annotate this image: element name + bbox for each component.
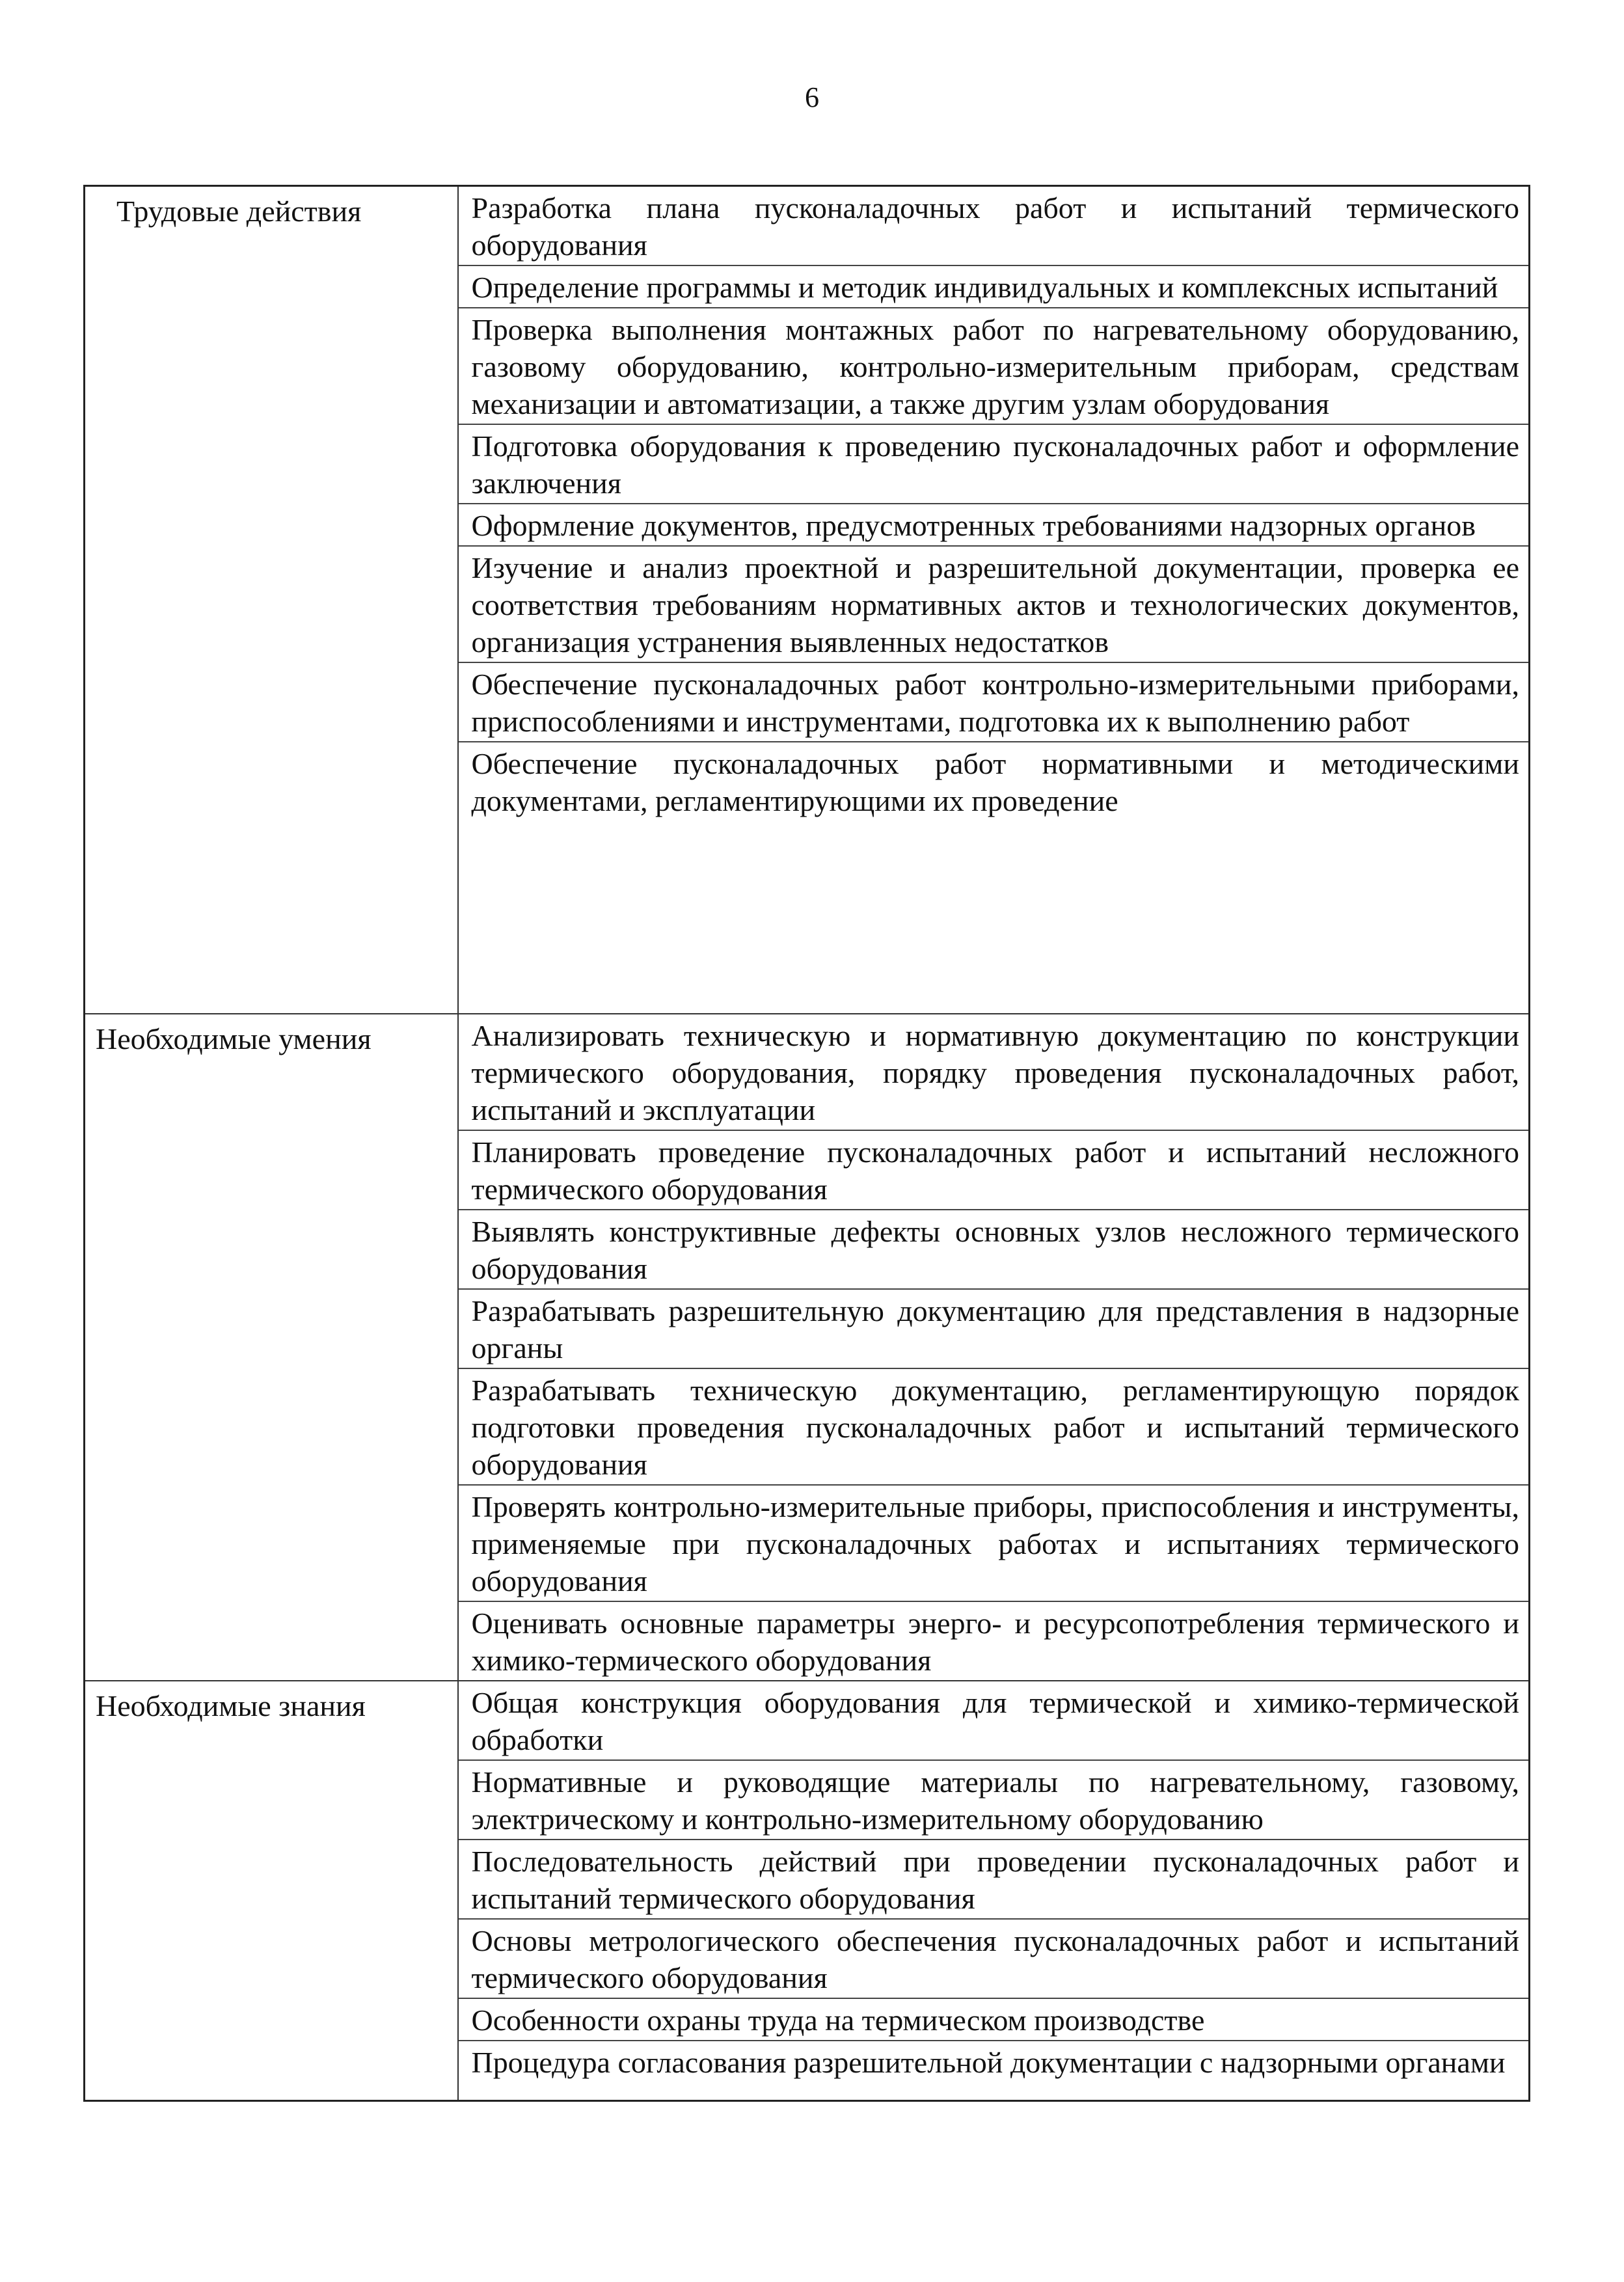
- list-item: Планировать проведение пусконаладочных работ и испытаний несложного термического оборудования: [459, 1131, 1529, 1210]
- list-item: Нормативные и руководящие материалы по нагревательному, газовому, электрическому и контрольно-измерительному оборудованию: [459, 1761, 1529, 1840]
- section-row-required-knowledge: [85, 1681, 1530, 2101]
- section-label-required-skills: Необходимые умения: [85, 1014, 458, 1681]
- list-item: Общая конструкция оборудования для термической и химико-термической обработки: [459, 1681, 1529, 1761]
- section-label-required-knowledge: Необходимые знания: [85, 1681, 458, 2101]
- list-item: Разрабатывать разрешительную документацию для представления в надзорные органы: [459, 1290, 1529, 1369]
- list-item: Подготовка оборудования к проведению пусконаладочных работ и оформление заключения: [459, 425, 1529, 504]
- list-item: Последовательность действий при проведении пусконаладочных работ и испытаний термического оборудования: [459, 1840, 1529, 1920]
- list-item: Обеспечение пусконаладочных работ нормативными и методическими документами, регламентирующими их проведение: [471, 747, 1519, 817]
- list-item: Определение программы и методик индивидуальных и комплексных испытаний: [459, 266, 1529, 308]
- section-label-labor-actions: Трудовые действия: [85, 186, 458, 1014]
- list-item: Процедура согласования разрешительной документации с надзорными органами: [471, 2045, 1506, 2079]
- list-item: Особенности охраны труда на термическом производстве: [459, 1999, 1529, 2041]
- required-knowledge-list: [459, 1681, 1529, 2082]
- list-item: Основы метрологического обеспечения пусконаладочных работ и испытаний термического оборудования: [459, 1920, 1529, 1999]
- list-item: Разработка плана пусконаладочных работ и испытаний термического оборудования: [459, 187, 1529, 266]
- section-row-required-skills: [85, 1014, 1530, 1681]
- list-item: Выявлять конструктивные дефекты основных узлов несложного термического оборудования: [459, 1210, 1529, 1290]
- list-item: Анализировать техническую и нормативную документацию по конструкции термического оборудования, порядку проведения пусконаладочных работ, испытаний и эксплуатации: [459, 1014, 1529, 1131]
- required-skills-list: [459, 1014, 1529, 1680]
- labor-actions-list: [459, 187, 1529, 821]
- competency-table: [83, 185, 1530, 2102]
- page-number: 6: [805, 81, 819, 113]
- list-item: Обеспечение пусконаладочных работ контрольно-измерительными приборами, приспособлениями и инструментами, подготовка их к выполнению работ: [459, 663, 1529, 742]
- section-row-labor-actions: [85, 186, 1530, 1014]
- list-item: Разрабатывать техническую документацию, регламентирующую порядок подготовки проведения пусконаладочных работ и испытаний термического оборудования: [459, 1369, 1529, 1486]
- list-item: Оформление документов, предусмотренных требованиями надзорных органов: [459, 504, 1529, 547]
- list-item: Проверка выполнения монтажных работ по нагревательному оборудованию, газовому оборудованию, контрольно-измерительным приборам, средствам механизации и автоматизации, а также другим узлам оборудования: [459, 308, 1529, 425]
- list-item: Проверять контрольно-измерительные приборы, приспособления и инструменты, применяемые при пусконаладочных работах и испытаниях термического оборудования: [459, 1486, 1529, 1602]
- list-item: Изучение и анализ проектной и разрешительной документации, проверка ее соответствия требованиям нормативных актов и технологических документов, организация устранения выявленных недостатков: [459, 547, 1529, 663]
- list-item: Оценивать основные параметры энерго- и ресурсопотребления термического и химико-термического оборудования: [471, 1606, 1519, 1677]
